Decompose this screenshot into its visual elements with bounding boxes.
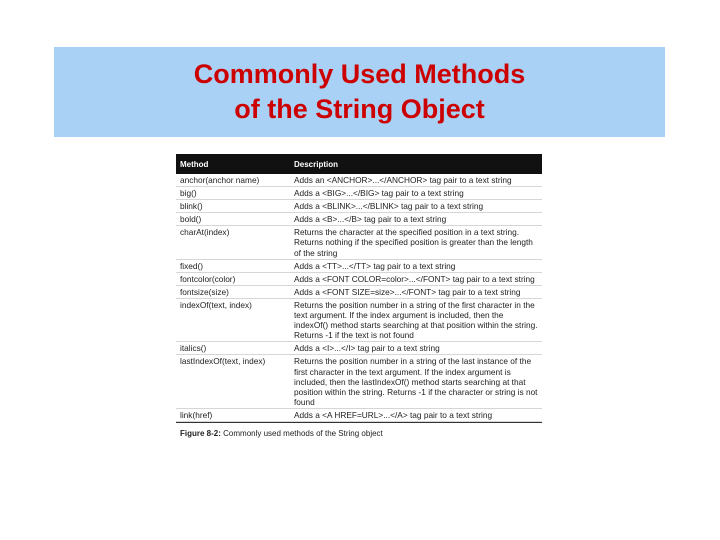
method-cell: bold() xyxy=(180,214,202,225)
table-row xyxy=(176,355,542,408)
description-cell: Adds an <ANCHOR>...</ANCHOR> tag pair to a text string xyxy=(294,175,512,185)
table-row xyxy=(176,187,542,200)
method-cell: fontcolor(color) xyxy=(180,273,236,284)
slide-title-line-2: of the String Object xyxy=(234,94,485,124)
slide-title-band xyxy=(54,47,665,137)
description-cell: Adds a <FONT SIZE=size>...</FONT> tag pair to a text string xyxy=(294,286,521,297)
method-cell: big() xyxy=(180,188,197,199)
table-row xyxy=(176,213,542,226)
description-cell: Returns the character at the specified position in a text string. Returns nothing if the specified position is greater than the length of the string xyxy=(294,227,533,258)
table-row xyxy=(176,200,542,213)
method-cell: fixed() xyxy=(180,260,204,271)
table-row xyxy=(176,299,542,342)
description-cell: Adds a <FONT COLOR=color>...</FONT> tag pair to a text string xyxy=(294,273,535,284)
table-row xyxy=(176,174,542,187)
slide-title-line-1: Commonly Used Methods xyxy=(193,59,526,89)
table-row xyxy=(176,226,542,259)
method-cell: fontsize(size) xyxy=(180,286,229,297)
header-method: Method xyxy=(180,159,209,169)
description-cell: Returns the position number in a string of the last instance of the first character in the text argument. If the index argument is included, then the lastIndexOf() method starts searching at that position within the string. Returns -1 if the character or string is not found xyxy=(294,356,538,407)
method-cell: lastIndexOf(text, index) xyxy=(180,356,266,367)
table-row xyxy=(176,286,542,299)
header-description: Description xyxy=(294,159,339,169)
method-cell: italics() xyxy=(180,343,207,354)
figure-caption xyxy=(176,429,542,438)
method-cell: blink() xyxy=(180,201,203,212)
table-row xyxy=(176,342,542,355)
description-cell: Adds a <BLINK>...</BLINK> tag pair to a text string xyxy=(294,201,484,212)
method-cell: charAt(index) xyxy=(180,227,230,238)
table-row xyxy=(176,260,542,273)
table-body xyxy=(176,174,542,423)
description-cell: Adds a <B>...</B> tag pair to a text string xyxy=(294,214,447,225)
method-cell: anchor(anchor name) xyxy=(180,175,260,185)
description-cell: Adds a <BIG>...</BIG> tag pair to a text string xyxy=(294,188,464,199)
description-cell: Adds a <I>...</I> tag pair to a text string xyxy=(294,343,440,354)
description-cell: Adds a <TT>...</TT> tag pair to a text string xyxy=(294,260,456,271)
methods-figure xyxy=(176,154,542,438)
description-cell: Returns the position number in a string of the first character in the text argument. If the index argument is included, then the indexOf() method starts searching at that position within the string. Returns -1 if the text is not found xyxy=(294,299,538,341)
method-cell: indexOf(text, index) xyxy=(180,299,252,310)
caption-label: Figure 8-2: xyxy=(180,428,221,438)
table-row xyxy=(176,273,542,286)
method-cell: link(href) xyxy=(180,409,213,420)
caption-text: Commonly used methods of the String object xyxy=(223,428,383,438)
table-header xyxy=(176,154,542,174)
table-row xyxy=(176,409,542,422)
description-cell: Adds a <A HREF=URL>...</A> tag pair to a text string xyxy=(294,409,493,420)
